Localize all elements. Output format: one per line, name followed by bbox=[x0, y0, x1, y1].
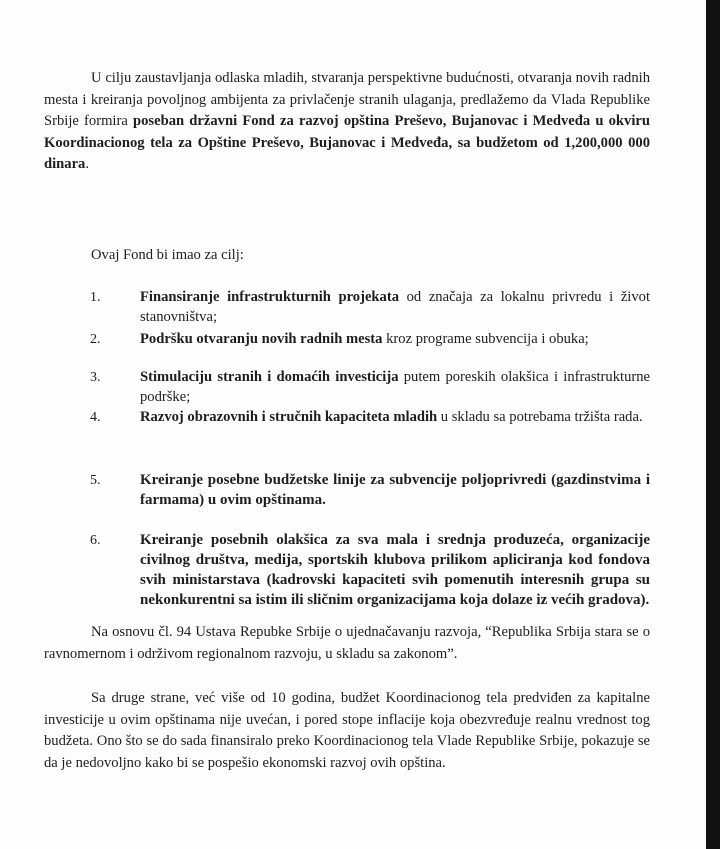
list-item-rest: putem poreskih olakšica i infrastrukturne podrške; bbox=[140, 369, 650, 405]
list-item-bold: Podršku otvaranju novih radnih mesta bbox=[140, 331, 383, 347]
list-item-bold: Kreiranje posebne budžetske linije za subvencije poljoprivredi (gazdinstvima i farmama) u ovim opštinama. bbox=[140, 472, 650, 508]
list-item-text bbox=[140, 530, 650, 610]
list-item-bold: Stimulaciju stranih i domaćih investicija bbox=[140, 369, 399, 385]
list-item-bold: Kreiranje posebnih olakšica za sva mala i srednja produzeća, organizacije civilnog društva, medija, sportskih klubova prilikom apliciranja kod fondova svih ministarstava (kadrovski kapaciteti svih pomenutih interesnih grupa su nekonkurentni sa istim ili sličnim organizacijama koja dolaze iz većih gradova). bbox=[140, 532, 650, 608]
list-item-text bbox=[140, 329, 650, 349]
list-item-text bbox=[140, 287, 650, 327]
list-item-text bbox=[140, 470, 650, 510]
list-item-rest: kroz programe subvencija i obuka; bbox=[382, 331, 589, 347]
list-item-rest: u skladu sa potrebama tržišta rada. bbox=[437, 409, 643, 425]
list-item-text bbox=[140, 367, 650, 407]
intro-text: U cilju zaustavljanja odlaska mladih, stvaranja perspektivne budućnosti, otvaranja novih radnih mesta i kreiranja povoljnog ambijenta za privlačenje stranih ulaganja, predlažemo da Vlada Republike Srbije formira bbox=[44, 70, 650, 129]
list-item-bold: Razvoj obrazovnih i stručnih kapaciteta mladih bbox=[140, 409, 438, 425]
list-item-number: 2. bbox=[90, 332, 101, 347]
intro-fund-bold: poseban državni Fond za razvoj opština Preševo, Bujanovac i Medveđa u okviru Koordinacionog tela za Opštine Preševo, Bujanovac i Medveđa, sa budžetom od 1,200,000 000 dinara bbox=[44, 113, 650, 172]
list-item-number: 6. bbox=[90, 533, 101, 548]
list-item-number: 4. bbox=[90, 410, 101, 425]
list-item-rest: od značaja za lokalnu privredu i život stanovništva; bbox=[140, 289, 650, 325]
list-item-number: 1. bbox=[90, 290, 101, 305]
constitution-paragraph: Na osnovu čl. 94 Ustava Repubke Srbije o ujednačavanju razvoja, “Republika Srbija stara se o ravnomernom i održivom regionalnom razvoju, u skladu sa zakonom”. bbox=[44, 624, 650, 662]
closing-paragraph: Sa druge strane, već više od 10 godina, budžet Koordinacionog tela predviđen za kapitalne investicije u ovim opštinama nije uvećan, i pored stope inflacije koja obezvređuje realnu vrednost tog budžeta. Ono što se do sada finansiralo preko Koordinacionog tela Vlade Republike Srbije, pokazuje se da je nedovoljno kako bi se pospešio ekonomski razvoj ovih opština. bbox=[44, 690, 650, 771]
list-item-bold: Finansiranje infrastrukturnih projekata bbox=[140, 289, 400, 305]
list-item-number: 5. bbox=[90, 473, 101, 488]
intro-paragraph bbox=[44, 68, 650, 176]
list-item-text bbox=[140, 407, 650, 427]
intro-end: . bbox=[85, 156, 90, 172]
goal-intro: Ovaj Fond bi imao za cilj: bbox=[91, 247, 244, 263]
list-item-number: 3. bbox=[90, 370, 101, 385]
